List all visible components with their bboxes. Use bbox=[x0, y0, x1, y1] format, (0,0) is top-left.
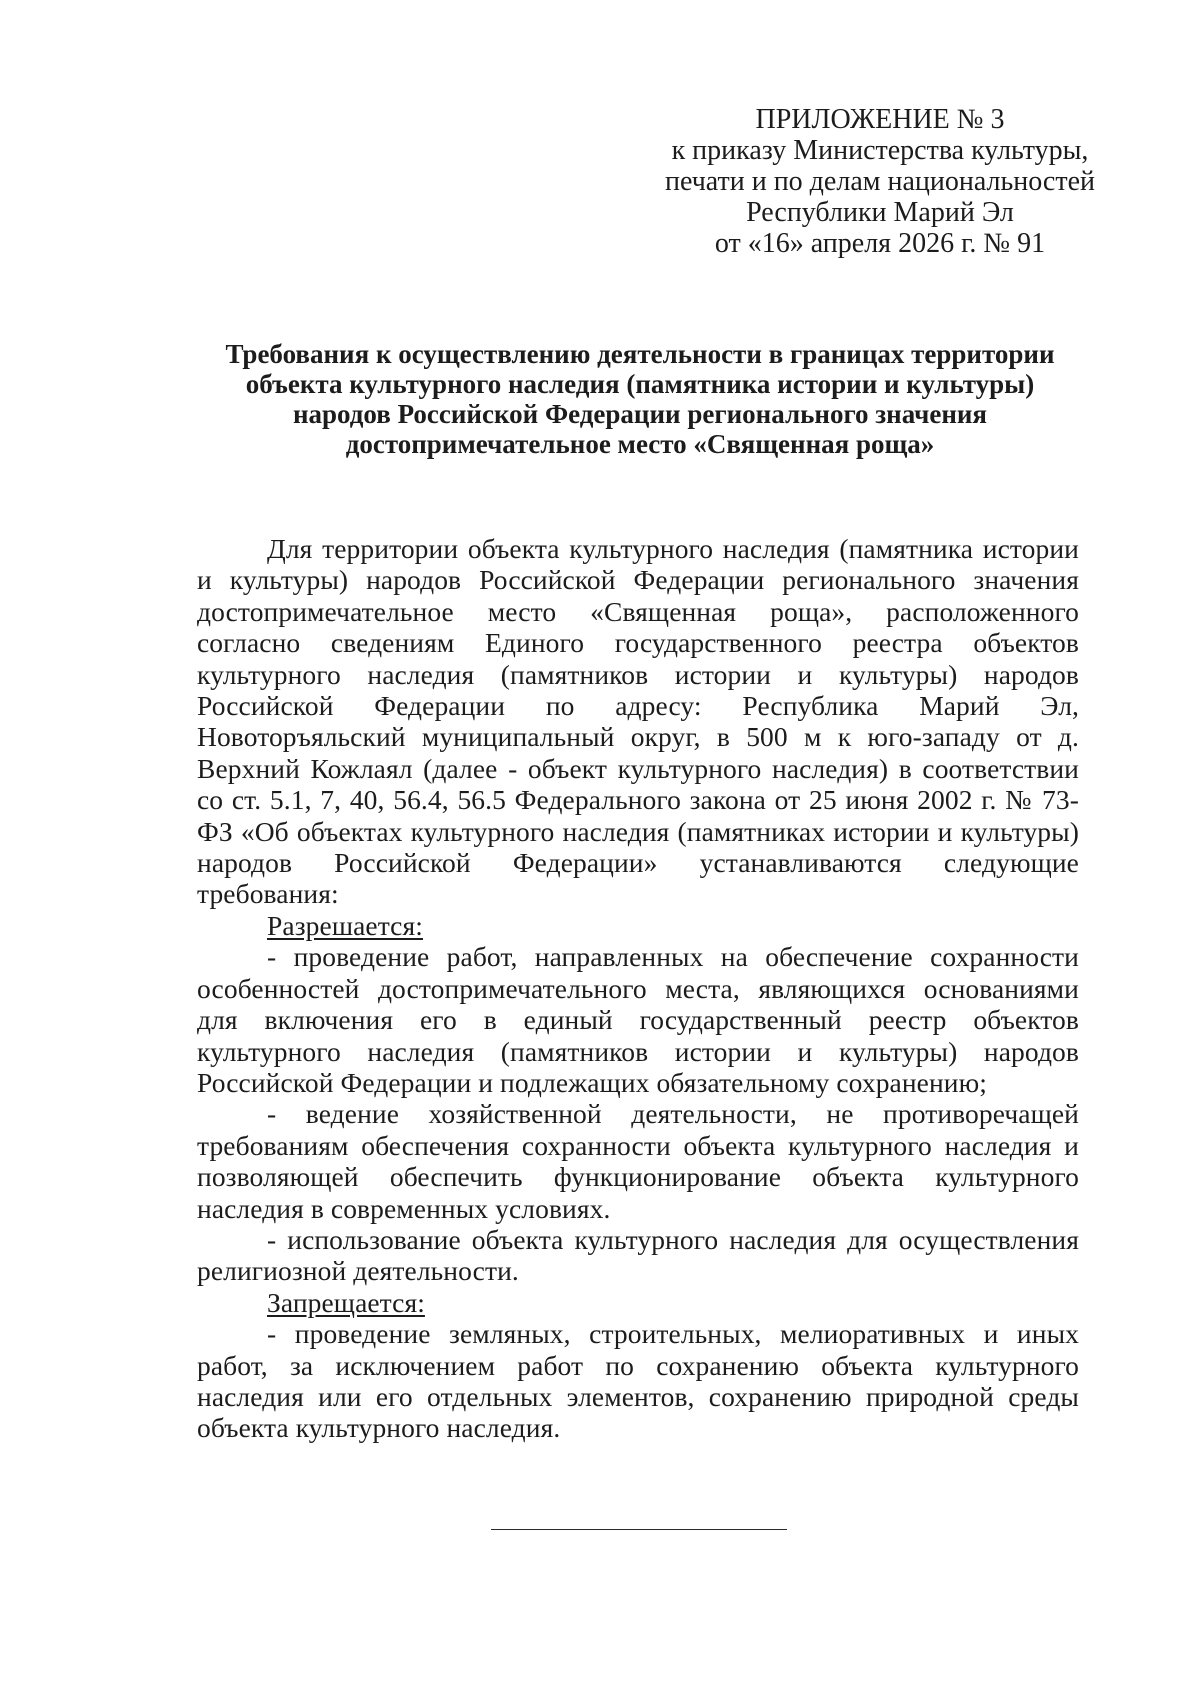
annex-date-number: от «16» апреля 2026 г. № 91 bbox=[714, 228, 1046, 259]
annex-header bbox=[640, 104, 1120, 259]
prohibited-item: - проведение земляных, строительных, мелиоративных и иных работ, за исключением работ по сохранению объекта культурного наследия или его отдельных элементов, сохранению природной среды объекта культурного наследия. bbox=[197, 1318, 1079, 1444]
title-line: Требования к осуществлению деятельности в границах территории bbox=[225, 339, 1055, 369]
annex-republic: Республики Марий Эл bbox=[746, 197, 1014, 228]
title-line: народов Российской Федерации регионального значения bbox=[292, 399, 988, 429]
allowed-item: - проведение работ, направленных на обеспечение сохранности особенностей достопримечательного места, являющихся основаниями для включения его в единый государственный реестр объектов культурного наследия (памятников истории и культуры) народов Российской Федерации и подлежащих обязательному сохранению; bbox=[197, 941, 1079, 1098]
document-body bbox=[197, 533, 1079, 1444]
annex-number: ПРИЛОЖЕНИЕ № 3 bbox=[755, 104, 1005, 135]
title-line: достопримечательное место «Священная роща» bbox=[345, 429, 935, 459]
allowed-item: - ведение хозяйственной деятельности, не противоречащей требованиям обеспечения сохранности объекта культурного наследия и позволяющей обеспечить функционирование объекта культурного наследия в современных условиях. bbox=[197, 1098, 1079, 1224]
annex-ministry: печати и по делам национальностей bbox=[664, 166, 1096, 197]
allowed-heading: Разрешается: bbox=[267, 909, 423, 941]
prohibited-heading: Запрещается: bbox=[267, 1286, 425, 1318]
allowed-item: - использование объекта культурного наследия для осуществления религиозной деятельности. bbox=[197, 1223, 1079, 1287]
intro-paragraph: Для территории объекта культурного наследия (памятника истории и культуры) народов Российской Федерации регионального значения достопримечательное место «Священная роща», расположенного согласно сведениям Единого государственного реестра объектов культурного наследия (памятников истории и культуры) народов Российской Федерации по адресу: Республика Марий Эл, Новоторъяльский муниципальный округ, в 500 м к юго-западу от д. Верхний Кожлаял (далее - объект культурного наследия) в соответствии со ст. 5.1, 7, 40, 56.4, 56.5 Федерального закона от 25 июня 2002 г. № 73-ФЗ «Об объектах культурного наследия (памятниках истории и культуры) народов Российской Федерации» устанавливаются следующие требования: bbox=[197, 533, 1079, 910]
title-line: объекта культурного наследия (памятника истории и культуры) bbox=[245, 369, 1035, 399]
annex-order-ref: к приказу Министерства культуры, bbox=[671, 135, 1089, 166]
document-title bbox=[180, 339, 1100, 459]
closing-divider bbox=[491, 1529, 787, 1530]
